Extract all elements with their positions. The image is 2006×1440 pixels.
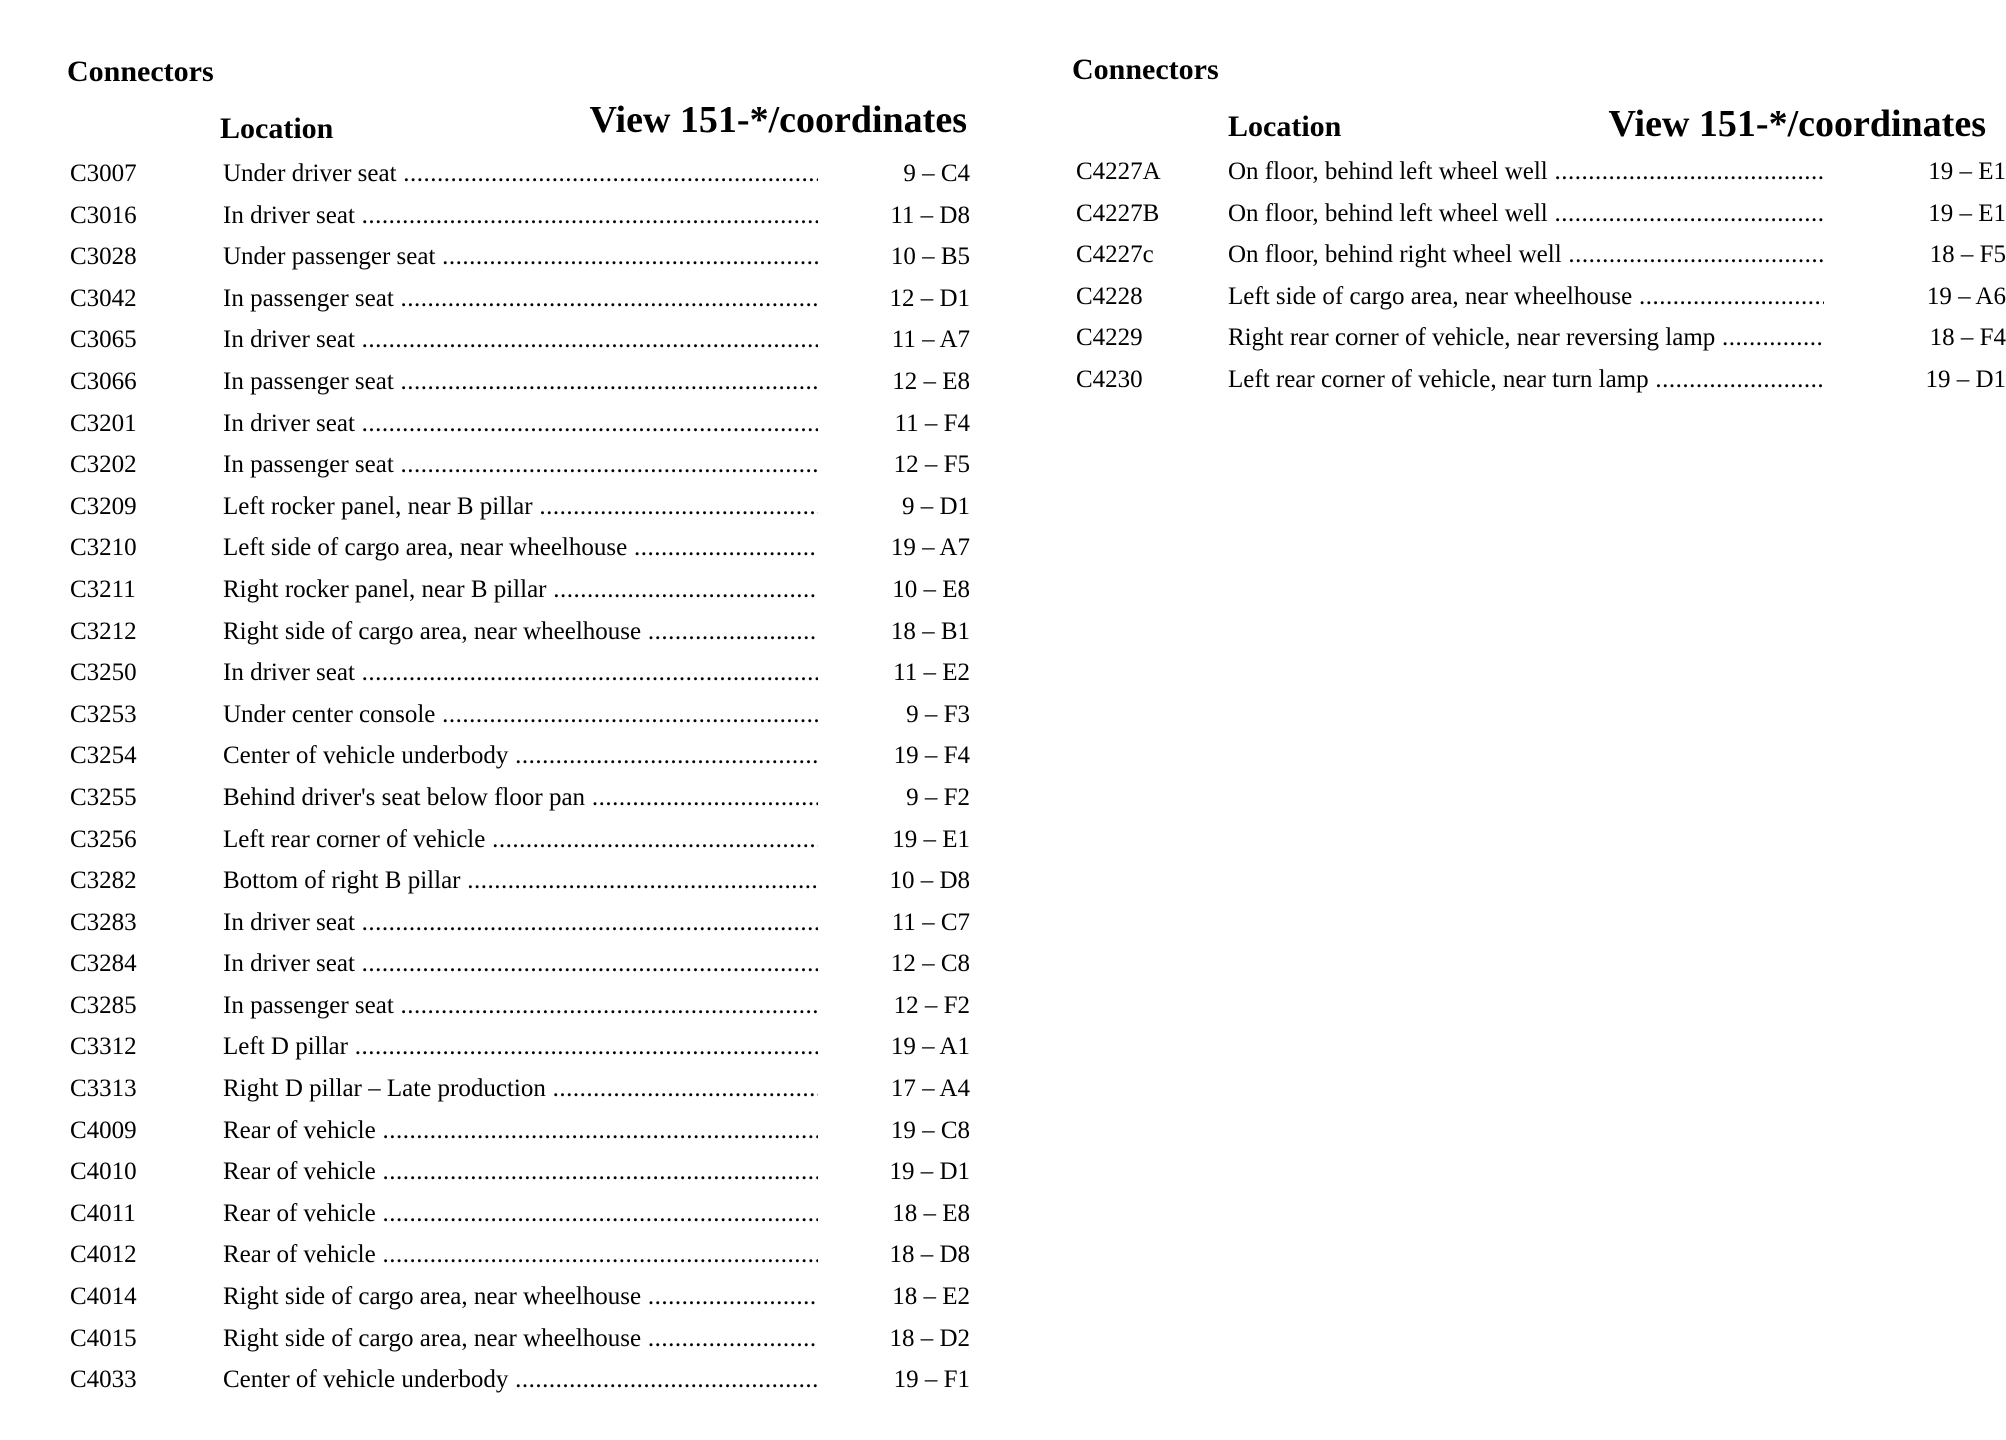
- connector-code: C3255: [70, 783, 137, 811]
- connector-location: Bottom of right B pillar .....: [223, 860, 818, 902]
- view-coordinate: 11 – D8: [890, 201, 970, 229]
- connector-code: C4033: [70, 1366, 137, 1394]
- connector-code: C4009: [70, 1116, 137, 1144]
- view-coordinate: 9 – F2: [906, 783, 970, 811]
- connector-row: [70, 361, 970, 403]
- connector-row: [70, 985, 970, 1027]
- connector-row: [70, 236, 970, 278]
- view-coordinate: 18 – B1: [890, 617, 970, 645]
- view-coordinate: 11 – E2: [893, 659, 970, 687]
- connector-row: [1076, 276, 2006, 318]
- connector-row: [70, 694, 970, 736]
- view-coordinate: 10 – D8: [889, 867, 970, 895]
- connector-code: C4011: [70, 1199, 136, 1227]
- connector-code: C3211: [70, 575, 136, 603]
- section-title: Connectors: [1072, 53, 1219, 86]
- connector-row: [1076, 359, 2006, 401]
- connector-row: [70, 1110, 970, 1152]
- connector-list: [70, 153, 970, 1401]
- connector-location: Right D pillar – Late production .....: [223, 1068, 818, 1110]
- view-coordinate: 11 – F4: [894, 409, 970, 437]
- connector-code: C3042: [70, 284, 137, 312]
- view-coordinate: 18 – E2: [892, 1283, 970, 1311]
- location-column-header: Location: [220, 112, 334, 145]
- connector-location: In driver seat .....: [223, 195, 818, 237]
- connector-code: C3202: [70, 451, 137, 479]
- view-coordinate: 9 – C4: [903, 160, 970, 187]
- view-coordinate: 10 – E8: [892, 575, 970, 603]
- view-coordinate: 19 – F4: [893, 742, 970, 770]
- view-coordinate: 12 – C8: [890, 950, 970, 978]
- connector-code: C3201: [70, 409, 137, 437]
- connector-location: Right side of cargo area, near wheelhouse .....: [223, 611, 818, 653]
- connector-code: C3254: [70, 742, 137, 770]
- connector-code: C3210: [70, 534, 137, 562]
- view-coordinate: 17 – A4: [890, 1075, 970, 1103]
- connector-code: C4227A: [1076, 158, 1161, 185]
- connector-location: Left rear corner of vehicle, near turn lamp .....: [1228, 359, 1824, 401]
- connector-code: C4230: [1076, 365, 1143, 393]
- connector-location: Under center console .....: [223, 694, 818, 736]
- connector-row: [70, 1359, 970, 1401]
- connector-code: C4227B: [1076, 199, 1160, 227]
- connector-location: Left side of cargo area, near wheelhouse .....: [1228, 276, 1824, 318]
- section-title: Connectors: [67, 55, 214, 88]
- connector-location: Rear of vehicle .....: [223, 1193, 818, 1235]
- view-coordinate: 19 – D1: [1925, 365, 2006, 393]
- connector-location: On floor, behind left wheel well .....: [1228, 151, 1824, 193]
- connector-row: [70, 611, 970, 653]
- view-coordinate: 18 – D2: [889, 1324, 970, 1352]
- connector-location: In driver seat .....: [223, 943, 818, 985]
- view-coordinate: 19 – A6: [1926, 282, 2006, 310]
- view-coordinate: 19 – E1: [892, 825, 970, 853]
- connector-code: C3284: [70, 950, 137, 978]
- connector-location: Left D pillar .....: [223, 1026, 818, 1068]
- view-coordinate: 19 – A7: [890, 534, 970, 562]
- view-coordinate: 19 – F1: [893, 1366, 970, 1394]
- view-coordinate: 10 – B5: [890, 243, 970, 271]
- connector-row: [70, 1234, 970, 1276]
- view-coordinate: 19 – E1: [1928, 199, 2006, 227]
- view-coordinate: 18 – F5: [1929, 241, 2006, 269]
- view-coordinate: 12 – E8: [892, 367, 970, 395]
- connector-location: Under passenger seat .....: [223, 236, 818, 278]
- view-coordinate: 18 – F4: [1929, 324, 2006, 352]
- connector-location: Right side of cargo area, near wheelhouse .....: [223, 1318, 818, 1360]
- connector-location: On floor, behind right wheel well .....: [1228, 234, 1824, 276]
- connector-location: In driver seat .....: [223, 902, 818, 944]
- connector-row: [70, 195, 970, 237]
- connector-row: [70, 819, 970, 861]
- connector-row: [70, 1276, 970, 1318]
- connector-row: [70, 1026, 970, 1068]
- connector-list: [1076, 151, 2006, 401]
- connector-code: C3209: [70, 492, 137, 520]
- connector-location: Rear of vehicle .....: [223, 1151, 818, 1193]
- connector-code: C3066: [70, 367, 137, 395]
- connector-row: [70, 1318, 970, 1360]
- connector-code: C3212: [70, 617, 137, 645]
- connector-code: C3253: [70, 700, 137, 728]
- view-coordinate: 19 – E1: [1928, 158, 2006, 185]
- connector-code: C3282: [70, 867, 137, 895]
- connector-location: In driver seat .....: [223, 652, 818, 694]
- connector-row: [70, 1151, 970, 1193]
- connector-row: [70, 1068, 970, 1110]
- connector-row: [70, 735, 970, 777]
- connector-row: [70, 569, 970, 611]
- connector-row: [70, 860, 970, 902]
- connector-location: In driver seat .....: [223, 319, 818, 361]
- connector-code: C3313: [70, 1075, 137, 1103]
- connector-location: Rear of vehicle .....: [223, 1234, 818, 1276]
- connector-code: C4010: [70, 1158, 137, 1186]
- view-coordinate: 12 – F2: [893, 991, 970, 1019]
- view-column-header: View 151-*/coordinates: [589, 99, 967, 141]
- connector-location: Behind driver's seat below floor pan .....: [223, 777, 818, 819]
- connector-location: Right rear corner of vehicle, near reversing lamp .....: [1228, 317, 1824, 359]
- connector-row: [70, 1193, 970, 1235]
- connector-location: Left rear corner of vehicle .....: [223, 819, 818, 861]
- connector-code: C4227c: [1076, 241, 1154, 269]
- connector-code: C3312: [70, 1033, 137, 1061]
- connector-location: Under driver seat .....: [223, 153, 818, 195]
- connector-location: In passenger seat .....: [223, 985, 818, 1027]
- view-coordinate: 19 – A1: [890, 1033, 970, 1061]
- view-coordinate: 12 – F5: [893, 451, 970, 479]
- connector-row: [70, 278, 970, 320]
- view-coordinate: 9 – F3: [906, 700, 970, 728]
- location-column-header: Location: [1228, 110, 1342, 143]
- connector-location: Right rocker panel, near B pillar .....: [223, 569, 818, 611]
- connector-code: C4015: [70, 1324, 137, 1352]
- view-column-header: View 151-*/coordinates: [1608, 103, 1986, 145]
- connector-code: C4228: [1076, 282, 1143, 310]
- connector-row: [70, 777, 970, 819]
- connector-location: Rear of vehicle .....: [223, 1110, 818, 1152]
- connector-row: [70, 319, 970, 361]
- view-coordinate: 11 – A7: [891, 326, 970, 354]
- view-coordinate: 19 – D1: [889, 1158, 970, 1186]
- connector-location: Left side of cargo area, near wheelhouse .....: [223, 527, 818, 569]
- connector-row: [70, 527, 970, 569]
- connector-row: [70, 444, 970, 486]
- connector-code: C4012: [70, 1241, 137, 1269]
- connector-code: C3007: [70, 160, 137, 187]
- view-coordinate: 11 – C7: [891, 908, 970, 936]
- view-coordinate: 18 – E8: [892, 1199, 970, 1227]
- connector-code: C3250: [70, 659, 137, 687]
- connector-row: [1076, 317, 2006, 359]
- connector-location: Left rocker panel, near B pillar .....: [223, 486, 818, 528]
- connector-row: [1076, 193, 2006, 235]
- connector-code: C3028: [70, 243, 137, 271]
- connector-row: [1076, 151, 2006, 193]
- connector-row: [70, 652, 970, 694]
- connector-location: In passenger seat .....: [223, 278, 818, 320]
- connector-location: Right side of cargo area, near wheelhouse .....: [223, 1276, 818, 1318]
- connector-location: On floor, behind left wheel well .....: [1228, 193, 1824, 235]
- view-coordinate: 18 – D8: [889, 1241, 970, 1269]
- connector-code: C3285: [70, 991, 137, 1019]
- connector-location: Center of vehicle underbody .....: [223, 1359, 818, 1401]
- connector-row: [70, 153, 970, 195]
- connector-code: C3283: [70, 908, 137, 936]
- connector-location: In driver seat .....: [223, 403, 818, 445]
- connector-row: [70, 403, 970, 445]
- connector-row: [70, 943, 970, 985]
- connector-code: C3065: [70, 326, 137, 354]
- connector-location: In passenger seat .....: [223, 444, 818, 486]
- connector-location: In passenger seat .....: [223, 361, 818, 403]
- view-coordinate: 12 – D1: [889, 284, 970, 312]
- connector-code: C4014: [70, 1283, 137, 1311]
- view-coordinate: 9 – D1: [901, 492, 970, 520]
- connector-code: C3256: [70, 825, 137, 853]
- view-coordinate: 19 – C8: [890, 1116, 970, 1144]
- connector-row: [70, 486, 970, 528]
- connector-code: C4229: [1076, 324, 1143, 352]
- connector-location: Center of vehicle underbody .....: [223, 735, 818, 777]
- connector-code: C3016: [70, 201, 137, 229]
- connector-row: [70, 902, 970, 944]
- connector-row: [1076, 234, 2006, 276]
